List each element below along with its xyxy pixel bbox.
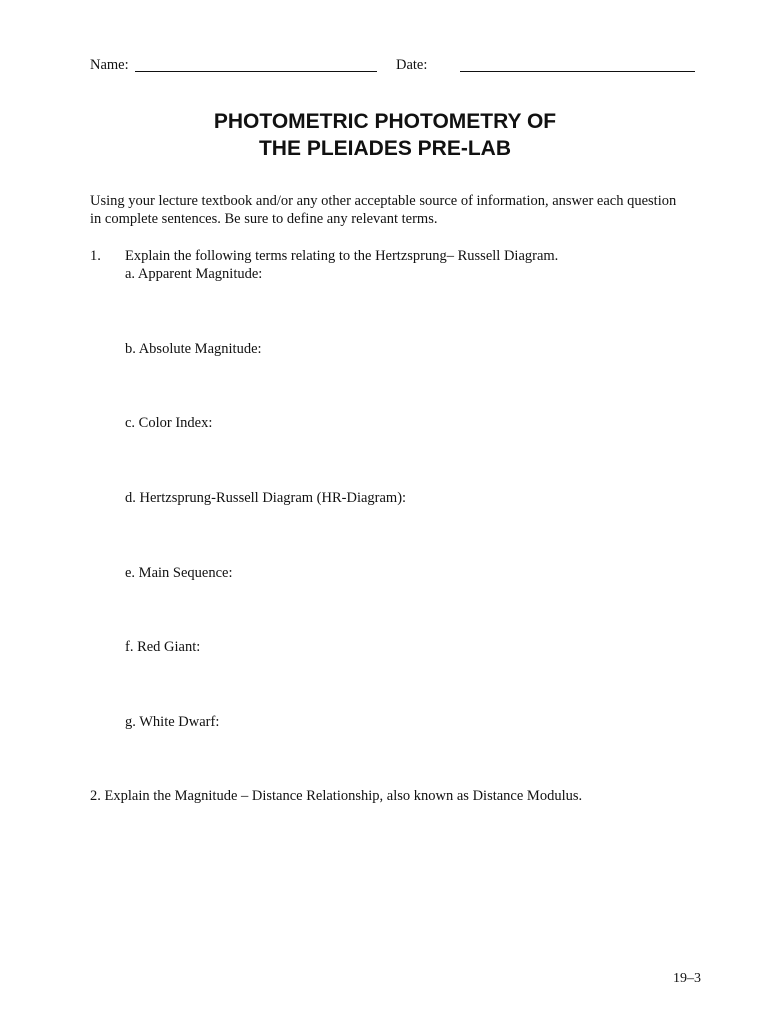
term-white-dwarf: g. White Dwarf: [125, 714, 220, 730]
term-hr-diagram: d. Hertzsprung-Russell Diagram (HR-Diagram): [125, 490, 407, 506]
instructions-line-1: Using your lecture textbook and/or any other acceptable source of information, answer each question [90, 193, 677, 209]
term-main-sequence: e. Main Sequence: [125, 565, 233, 581]
question-2-prompt: 2. Explain the Magnitude – Distance Relationship, also known as Distance Modulus. [90, 788, 583, 804]
question-1-number: 1. [90, 248, 101, 264]
instructions-paragraph [90, 192, 710, 228]
term-absolute-magnitude: b. Absolute Magnitude: [125, 341, 262, 357]
date-field-line[interactable] [460, 71, 695, 72]
name-label: Name: [90, 57, 129, 73]
term-apparent-magnitude: a. Apparent Magnitude: [125, 266, 263, 282]
date-label: Date: [396, 57, 428, 73]
page-title-line-2: THE PLEIADES PRE-LAB [258, 137, 512, 160]
name-field-line[interactable] [135, 71, 377, 72]
term-color-index: c. Color Index: [125, 415, 213, 431]
term-red-giant: f. Red Giant: [125, 639, 201, 655]
page-number: 19–3 [673, 971, 701, 986]
instructions-line-2: in complete sentences. Be sure to define any relevant terms. [90, 211, 438, 227]
page-title-line-1: PHOTOMETRIC PHOTOMETRY OF [213, 110, 557, 133]
question-1-prompt: Explain the following terms relating to the Hertzsprung– Russell Diagram. [125, 248, 559, 264]
